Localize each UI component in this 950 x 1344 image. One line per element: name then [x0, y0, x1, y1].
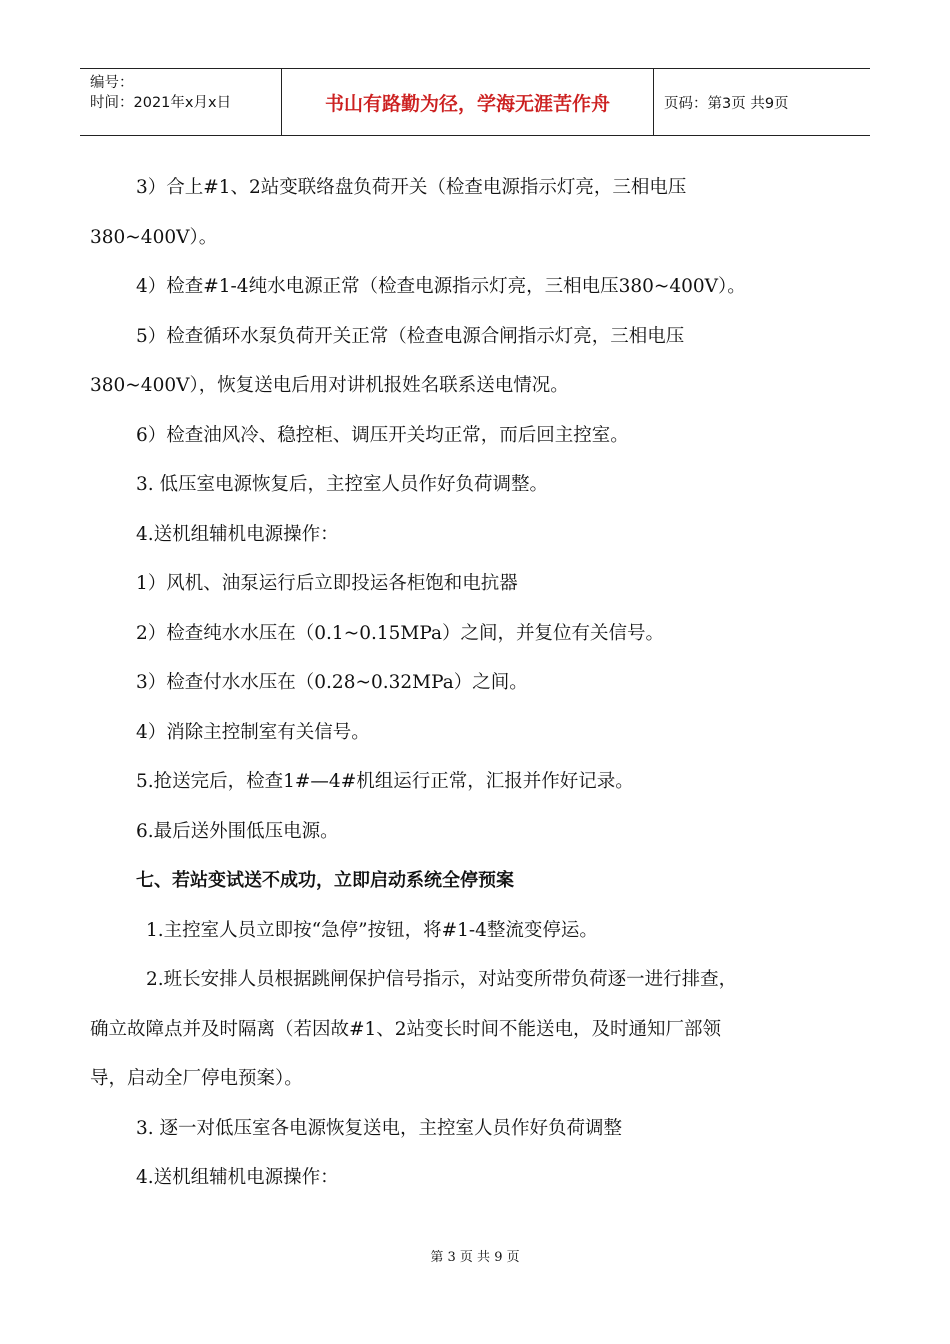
paragraph: 1）风机、油泵运行后立即投运各柜饱和电抗器	[136, 573, 518, 594]
paragraph: 3. 逐一对低压室各电源恢复送电，主控室人员作好负荷调整	[136, 1117, 623, 1139]
page-header	[80, 68, 870, 136]
paragraph: 4.送机组辅机电源操作：	[136, 523, 339, 545]
paragraph: 1.主控室人员立即按“急停”按钮，将#1-4整流变停运。	[146, 919, 598, 941]
section-heading: 七、若站变试送不成功，立即启动系统全停预案	[136, 870, 514, 891]
paragraph: 3）合上#1、2站变联络盘负荷开关（检查电源指示灯亮，三相电压	[136, 177, 687, 198]
paragraph: 4.送机组辅机电源操作：	[136, 1167, 339, 1188]
header-meta	[80, 69, 282, 135]
paragraph: 4）消除主控制室有关信号。	[136, 721, 370, 743]
paragraph: 6）检查油风冷、稳控柜、调压开关均正常，而后回主控室。	[136, 424, 629, 446]
document-body	[90, 163, 860, 1203]
header-motto: 书山有路勤为径，学海无涯苦作舟	[282, 69, 654, 135]
paragraph: 5）检查循环水泵负荷开关正常（检查电源合闸指示灯亮，三相电压	[136, 325, 685, 347]
paragraph: 2.班长安排人员根据跳闸保护信号指示，对站变所带负荷逐一进行排查，	[146, 969, 738, 990]
paragraph: 3）检查付水水压在（0.28~0.32MPa）之间。	[136, 672, 528, 693]
paragraph: 6.最后送外围低压电源。	[136, 820, 339, 842]
paragraph: 导，启动全厂停电预案）。	[90, 1068, 303, 1089]
header-page-number: 页码：第3页 共9页	[664, 95, 789, 112]
page-footer: 第 3 页 共 9 页	[430, 1250, 520, 1265]
paragraph: 5.抢送完后，检查1#—4#机组运行正常，汇报并作好记录。	[136, 771, 634, 792]
paragraph: 380~400V），恢复送电后用对讲机报姓名联系送电情况。	[90, 375, 569, 396]
paragraph: 2）检查纯水水压在（0.1~0.15MPa）之间，并复位有关信号。	[136, 622, 664, 644]
paragraph: 确立故障点并及时隔离（若因故#1、2站变长时间不能送电，及时通知厂部领	[90, 1018, 722, 1040]
paragraph: 3. 低压室电源恢复后，主控室人员作好负荷调整。	[136, 474, 549, 495]
paragraph: 4）检查#1-4纯水电源正常（检查电源指示灯亮，三相电压380~400V）。	[136, 276, 746, 297]
doc-time-label: 时间：2021年x月x日	[90, 95, 232, 111]
doc-number-label: 编号：	[90, 75, 134, 91]
paragraph: 380~400V）。	[90, 226, 218, 248]
